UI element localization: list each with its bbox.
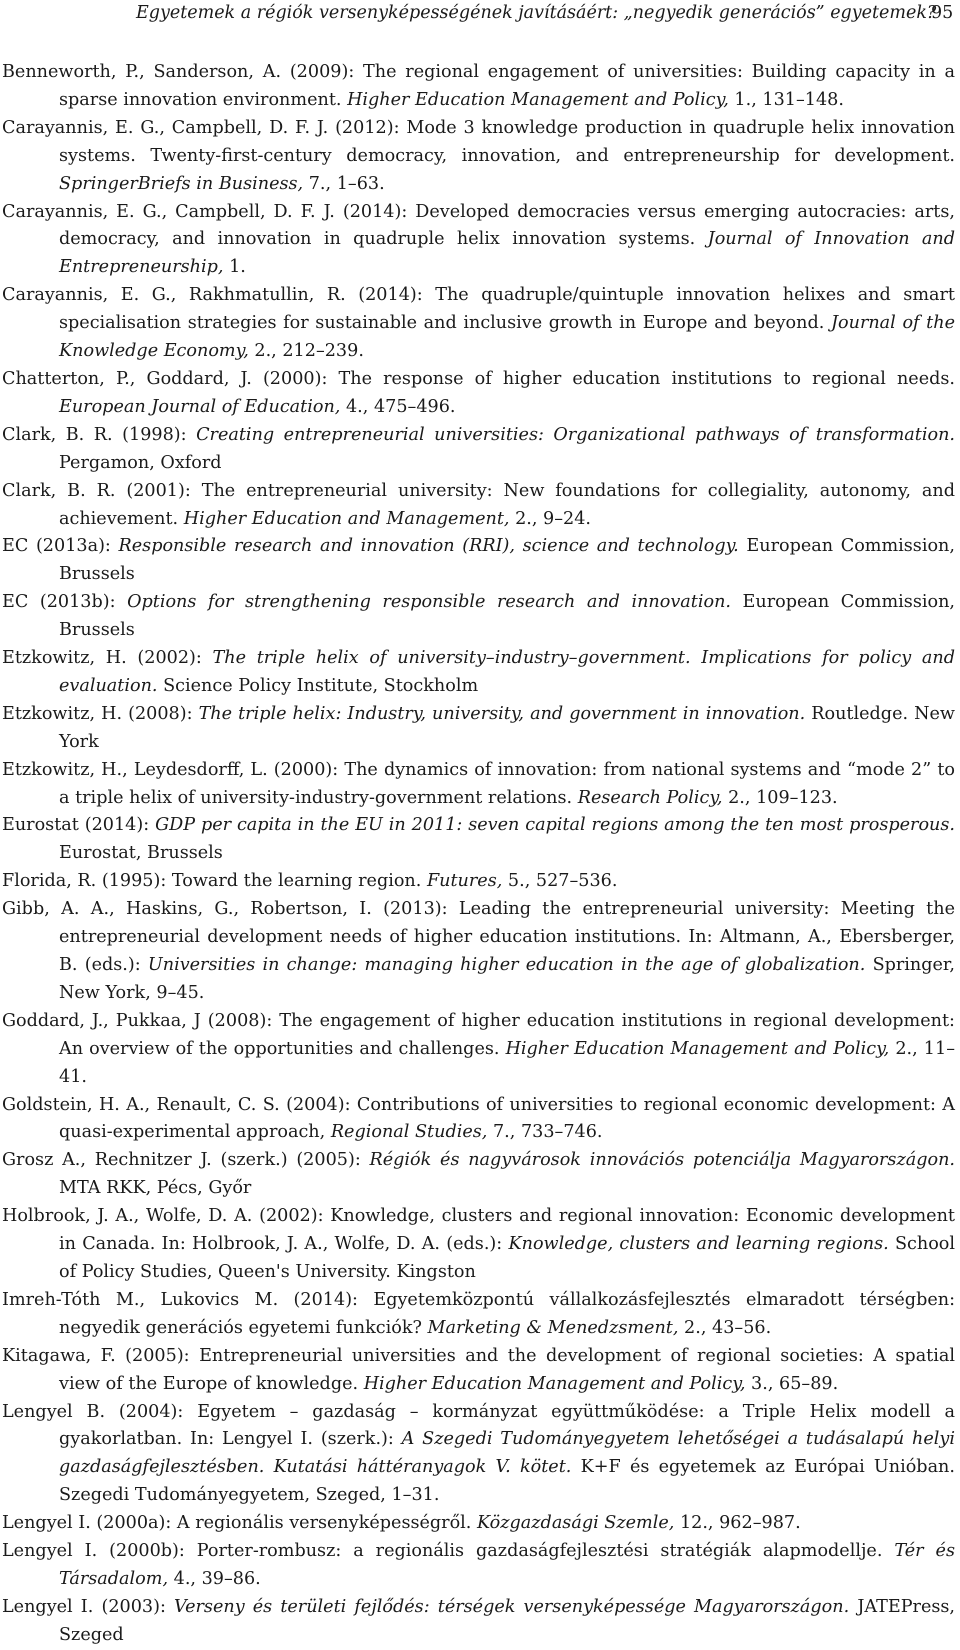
reference-details: European Commission, Brussels — [59, 536, 955, 585]
reference-entry — [2, 478, 955, 534]
reference-entry — [2, 59, 955, 115]
reference-text: The regional engagement of universities: Building capacity in a sparse innovation environment. — [59, 62, 956, 110]
reference-entry — [2, 1092, 955, 1148]
reference-entry — [2, 1203, 955, 1287]
reference-authors: Etzkowitz, H., Leydesdorff, L. (2000): — [2, 759, 345, 780]
reference-authors: Carayannis, E. G., Campbell, D. F. J. (2014): — [2, 201, 416, 222]
reference-entry — [2, 868, 955, 896]
reference-source-title: Knowledge, clusters and learning regions. — [508, 1234, 889, 1255]
reference-source-title: European Journal of Education, — [59, 396, 341, 417]
reference-entry — [2, 1147, 955, 1203]
reference-source-title: Futures, — [426, 871, 503, 892]
reference-text: Egyetemközpontú vállalkozásfejlesztés elmaradott térségben: negyedik generációs egyetemi funkciók? — [59, 1289, 955, 1338]
reference-details: MTA RKK, Pécs, Győr — [59, 1178, 252, 1199]
reference-authors: Imreh-Tóth M., Lukovics M. (2014): — [2, 1289, 374, 1310]
reference-details: European Commission, Brussels — [59, 592, 955, 641]
reference-details: 2., 212–239. — [248, 341, 364, 362]
reference-source-title: Verseny és területi fejlődés: térségek versenyképessége Magyarországon. — [174, 1596, 850, 1617]
reference-text: Egyetem – gazdaság – kormányzat együttműködése: a Triple Helix modell a gyakorlatban. In: Lengyel I. (szerk.): — [59, 1401, 955, 1450]
reference-authors: Goldstein, H. A., Renault, C. S. (2004): — [2, 1094, 357, 1115]
reference-details: Science Policy Institute, Stockholm — [157, 675, 479, 696]
reference-source-title: Tér és Társadalom, — [59, 1541, 955, 1589]
reference-details: 2., 109–123. — [722, 787, 838, 808]
reference-entry — [2, 422, 955, 478]
reference-text: The engagement of higher education institutions in regional development: An overview of the opportunities and challenges. — [59, 1010, 955, 1059]
reference-entry — [2, 589, 955, 645]
reference-authors: Etzkowitz, H. (2002): — [2, 648, 213, 669]
reference-entry — [2, 366, 955, 422]
reference-entry — [2, 701, 955, 757]
reference-details: 12., 962–987. — [674, 1513, 801, 1534]
reference-authors: Chatterton, P., Goddard, J. (2000): — [2, 368, 339, 389]
reference-source-title: A Szegedi Tudományegyetem lehetőségei a tudásalapú helyi gazdaságfejlesztésben. Kutatási háttéranyagok V. kötet. — [59, 1429, 955, 1478]
running-header — [0, 0, 960, 30]
reference-authors: Florida, R. (1995): — [2, 871, 172, 892]
reference-entry — [2, 115, 955, 199]
reference-source-title: Közgazdasági Szemle, — [477, 1513, 675, 1534]
reference-authors: Grosz A., Rechnitzer J. (szerk.) (2005): — [2, 1150, 370, 1171]
reference-text: The quadruple/quintuple innovation helixes and smart specialisation strategies for sustainable and inclusive growth in Europe and beyond. — [59, 285, 955, 334]
reference-text: Entrepreneurial universities and the development of regional societies: A spatial view of the Europe of knowledge. — [59, 1345, 955, 1394]
reference-entry — [2, 896, 955, 1008]
reference-text: The response of higher education institutions to regional needs. — [338, 368, 955, 389]
reference-text: A regionális versenyképességről. — [176, 1513, 477, 1534]
reference-text: Mode 3 knowledge production in quadruple helix innovation systems. Twenty-first-century democracy, innovation, and entrepreneurship for development. — [59, 117, 955, 166]
reference-details: 5., 527–536. — [502, 871, 618, 892]
reference-text: Toward the learning region. — [171, 871, 427, 892]
reference-entry — [2, 533, 955, 589]
page-number: 95 — [931, 3, 954, 23]
reference-details: 7., 1–63. — [303, 173, 385, 194]
reference-authors: Clark, B. R. (2001): — [2, 480, 202, 501]
reference-entry — [2, 1510, 955, 1538]
reference-entry — [2, 1008, 955, 1092]
reference-details: 1. — [223, 257, 246, 278]
reference-text: Contributions of universities to regional economic development: A quasi-experimental approach, — [59, 1094, 955, 1143]
reference-list — [2, 59, 955, 1650]
reference-entry — [2, 1538, 955, 1594]
reference-source-title: Creating entrepreneurial universities: Organizational pathways of transformation. — [196, 424, 955, 445]
reference-details: K+F és egyetemek az Európai Unióban. Szegedi Tudományegyetem, Szeged, 1–31. — [59, 1457, 955, 1506]
reference-source-title: Higher Education Management and Policy, — [347, 89, 729, 110]
reference-authors: Etzkowitz, H. (2008): — [2, 703, 199, 724]
reference-authors: Carayannis, E. G., Rakhmatullin, R. (2014): — [2, 285, 436, 306]
reference-details: Pergamon, Oxford — [59, 452, 222, 473]
reference-authors: Lengyel B. (2004): — [2, 1401, 198, 1422]
reference-authors: Goddard, J., Pukkaa, J (2008): — [2, 1010, 280, 1031]
reference-source-title: GDP per capita in the EU in 2011: seven capital regions among the ten most prosperous. — [155, 815, 955, 836]
reference-authors: Holbrook, J. A., Wolfe, D. A. (2002): — [2, 1206, 331, 1227]
reference-source-title: The triple helix of university–industry–government. Implications for policy and evaluation. — [59, 648, 955, 696]
reference-details: School of Policy Studies, Queen's University. Kingston — [59, 1234, 956, 1282]
reference-entry — [2, 1399, 955, 1511]
reference-source-title: The triple helix: Industry, university, and government in innovation. — [198, 703, 806, 724]
reference-authors: EC (2013a): — [2, 536, 119, 557]
reference-entry — [2, 199, 955, 283]
reference-details: 2., 9–24. — [509, 508, 592, 529]
reference-details: 3., 65–89. — [745, 1373, 839, 1394]
reference-details: 4., 475–496. — [340, 396, 456, 417]
reference-entry — [2, 1287, 955, 1343]
reference-authors: EC (2013b): — [2, 592, 128, 613]
reference-source-title: Options for strengthening responsible research and innovation. — [127, 592, 731, 613]
reference-authors: Lengyel I. (2000a): — [2, 1513, 177, 1534]
reference-source-title: SpringerBriefs in Business, — [59, 173, 304, 194]
reference-source-title: Research Policy, — [577, 787, 723, 808]
reference-authors: Benneworth, P., Sanderson, A. (2009): — [2, 62, 364, 82]
reference-entry — [2, 812, 955, 868]
reference-details: 2., 43–56. — [678, 1317, 772, 1338]
reference-source-title: Higher Education Management and Policy, — [505, 1038, 890, 1059]
reference-text: Developed democracies versus emerging autocracies: arts, democracy, and innovation in quadruple helix innovation systems. — [59, 201, 955, 250]
reference-text: Knowledge, clusters and regional innovation: Economic development in Canada. In: Holbrook, J. A., Wolfe, D. A. (eds.): — [59, 1206, 955, 1255]
reference-authors: Lengyel I. (2003): — [2, 1596, 175, 1617]
reference-authors: Clark, B. R. (1998): — [2, 424, 197, 445]
reference-authors: Lengyel I. (2000b): — [2, 1541, 197, 1562]
reference-authors: Eurostat (2014): — [2, 815, 156, 836]
reference-source-title: Responsible research and innovation (RRI), science and technology. — [118, 536, 739, 557]
reference-authors: Carayannis, E. G., Campbell, D. F. J. (2012): — [2, 117, 407, 138]
reference-source-title: Higher Education and Management, — [183, 508, 510, 529]
reference-text: The entrepreneurial university: New foundations for collegiality, autonomy, and achievement. — [59, 480, 956, 529]
reference-source-title: Marketing & Menedzsment, — [427, 1317, 679, 1338]
reference-entry — [2, 282, 955, 366]
reference-text: The dynamics of innovation: from national systems and “mode 2” to a triple helix of university-industry-government relations. — [59, 759, 955, 808]
reference-text: Porter-rombusz: a regionális gazdaságfejlesztési stratégiák alapmodellje. — [196, 1541, 895, 1562]
reference-details: 2., 11–41. — [59, 1038, 955, 1087]
reference-entry — [2, 1594, 955, 1650]
reference-authors: Gibb, A. A., Haskins, G., Robertson, I. (2013): — [2, 899, 459, 920]
reference-details: 7., 733–746. — [487, 1122, 603, 1143]
reference-details: 1., 131–148. — [728, 89, 844, 110]
reference-source-title: Journal of the Knowledge Economy, — [59, 313, 955, 362]
reference-entry — [2, 1343, 955, 1399]
reference-details: Eurostat, Brussels — [59, 843, 223, 864]
reference-text: Leading the entrepreneurial university: Meeting the entrepreneurial development needs of higher education institutions. In: Altmann, A., Ebersberger, B. (eds.): — [59, 899, 955, 975]
reference-entry — [2, 645, 955, 701]
reference-authors: Kitagawa, F. (2005): — [2, 1345, 200, 1366]
reference-source-title: Regional Studies, — [330, 1122, 488, 1143]
reference-entry — [2, 757, 955, 813]
reference-details: 4., 39–86. — [168, 1568, 261, 1589]
reference-details: Routledge. New York — [59, 703, 955, 752]
running-title: Egyetemek a régiók versenyképességének javításáért: „negyedik generációs” egyetemek? — [136, 3, 937, 23]
reference-source-title: Journal of Innovation and Entrepreneurship, — [59, 229, 955, 278]
reference-source-title: Universities in change: managing higher education in the age of globalization. — [147, 955, 866, 975]
reference-details: JATEPress, Szeged — [59, 1596, 956, 1645]
reference-details: Springer, New York, 9–45. — [59, 955, 955, 1003]
reference-source-title: Régiók és nagyvárosok innovációs potenciálja Magyarországon. — [369, 1150, 955, 1171]
reference-source-title: Higher Education Management and Policy, — [363, 1373, 746, 1394]
